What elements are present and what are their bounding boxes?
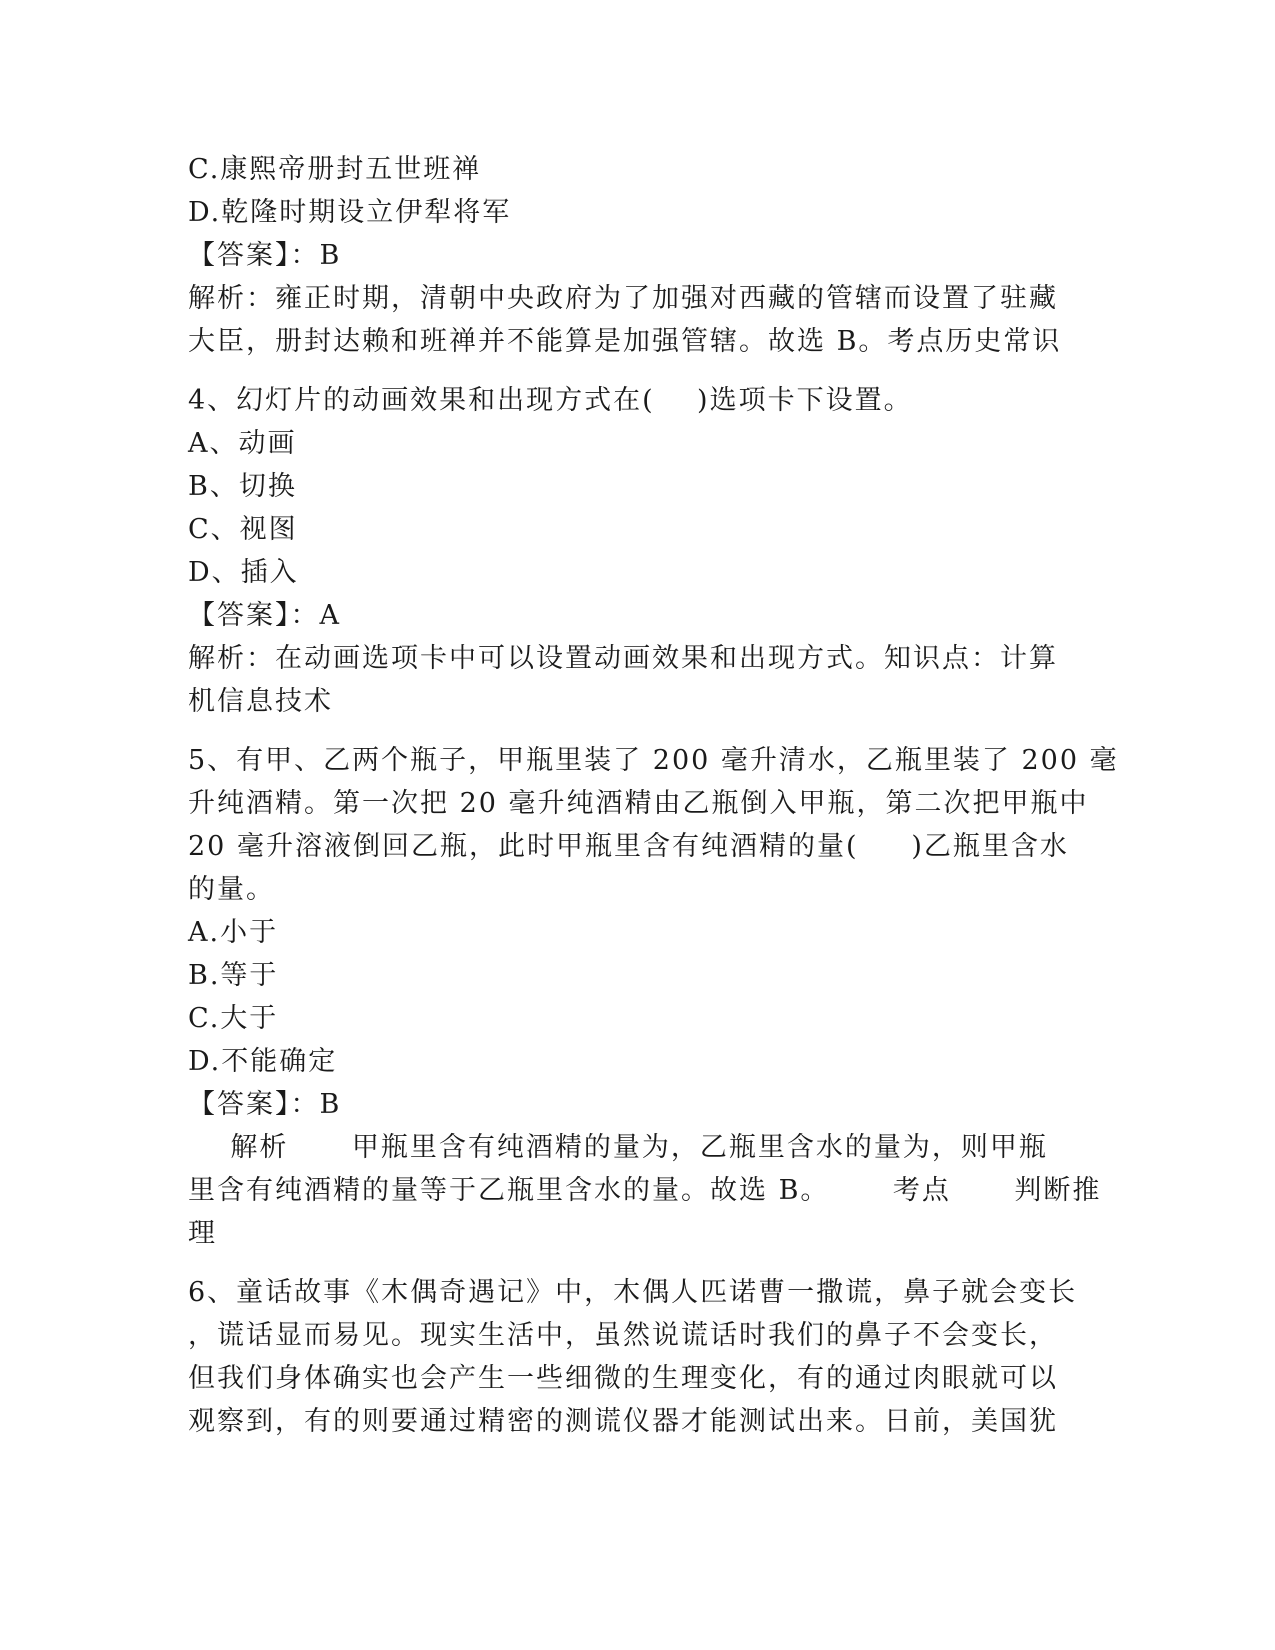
q5-option-b: B.等于 [188, 960, 279, 991]
q5-analysis-line-2: 里含有纯酒精的量等于乙瓶里含水的量。故选 B。 考点 判断推 [188, 1175, 1102, 1206]
q4-option-a: A、动画 [188, 428, 297, 459]
q5-analysis-line-3: 理 [188, 1218, 217, 1249]
q5-stem-line-1: 5、有甲、乙两个瓶子，甲瓶里装了 200 毫升清水，乙瓶里装了 200 毫 [188, 745, 1119, 776]
q5-stem-line-3: 20 毫升溶液倒回乙瓶，此时甲瓶里含有纯酒精的量( )乙瓶里含水 [188, 831, 1069, 862]
q6-stem-line-3: 但我们身体确实也会产生一些细微的生理变化，有的通过肉眼就可以 [188, 1363, 1058, 1394]
q6-stem-line-2: ，谎话显而易见。现实生活中，虽然说谎话时我们的鼻子不会变长， [188, 1320, 1058, 1351]
section-gap [188, 363, 1088, 379]
q6-stem-line-1: 6、童话故事《木偶奇遇记》中，木偶人匹诺曹一撒谎，鼻子就会变长 [188, 1277, 1078, 1308]
q5-answer: 【答案】：B [188, 1089, 342, 1120]
q3-option-c: C.康熙帝册封五世班禅 [188, 154, 482, 185]
q4-option-b: B、切换 [188, 471, 297, 502]
q4-analysis-line-2: 机信息技术 [188, 686, 333, 717]
q4-answer: 【答案】：A [188, 600, 341, 631]
q5-option-d: D.不能确定 [188, 1046, 338, 1077]
q6-stem-line-4: 观察到，有的则要通过精密的测谎仪器才能测试出来。日前，美国犹 [188, 1406, 1058, 1437]
q5-option-a: A.小于 [188, 917, 279, 948]
q5-analysis-line-1: 解析 甲瓶里含有纯酒精的量为，乙瓶里含水的量为，则甲瓶 [188, 1132, 1048, 1163]
q3-answer: 【答案】：B [188, 240, 342, 271]
section-gap [188, 1255, 1088, 1271]
q3-analysis-line-2: 大臣，册封达赖和班禅并不能算是加强管辖。故选 B。考点历史常识 [188, 326, 1062, 357]
section-gap [188, 723, 1088, 739]
q4-option-d: D、插入 [188, 557, 299, 588]
q4-option-c: C、视图 [188, 514, 298, 545]
q4-analysis-line-1: 解析：在动画选项卡中可以设置动画效果和出现方式。知识点：计算 [188, 643, 1058, 674]
q5-stem-line-4: 的量。 [188, 874, 275, 905]
q3-option-d: D.乾隆时期设立伊犁将军 [188, 197, 512, 228]
q4-stem: 4、幻灯片的动画效果和出现方式在( )选项卡下设置。 [188, 385, 913, 416]
document-body [188, 148, 1119, 1443]
q5-stem-line-2: 升纯酒精。第一次把 20 毫升纯酒精由乙瓶倒入甲瓶，第二次把甲瓶中 [188, 788, 1089, 819]
q3-analysis-line-1: 解析：雍正时期，清朝中央政府为了加强对西藏的管辖而设置了驻藏 [188, 283, 1058, 314]
q5-option-c: C.大于 [188, 1003, 279, 1034]
